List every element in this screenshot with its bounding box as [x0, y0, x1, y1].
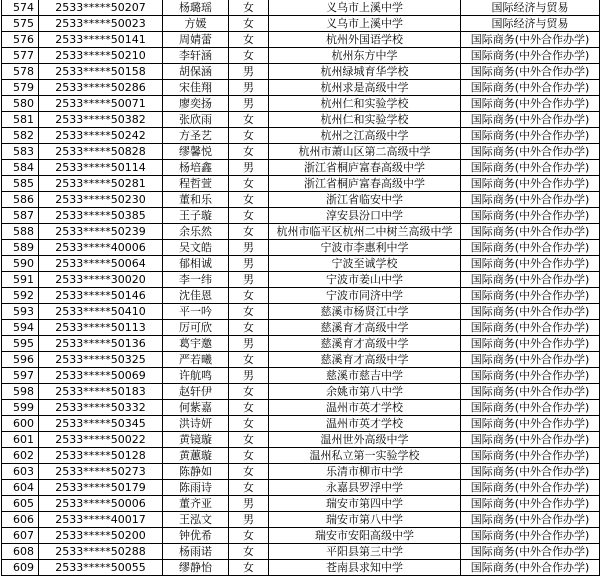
row-index-cell: 580	[2, 96, 39, 112]
student-name-cell: 缪馨悦	[163, 144, 229, 160]
major-name-cell: 国际商务(中外合作办学)	[461, 560, 600, 576]
gender-cell: 男	[229, 160, 269, 176]
exam-id-cell: 2533*****50207	[39, 0, 163, 16]
gender-cell: 女	[229, 560, 269, 576]
major-name-cell: 国际商务(中外合作办学)	[461, 400, 600, 416]
gender-cell: 男	[229, 80, 269, 96]
school-name-cell: 杭州市临平区杭州二中树兰高级中学	[269, 224, 461, 240]
exam-id-cell: 2533*****50114	[39, 160, 163, 176]
table-row	[2, 384, 600, 400]
school-name-cell: 杭州仁和实验学校	[269, 112, 461, 128]
row-index-cell: 597	[2, 368, 39, 384]
exam-id-cell: 2533*****50146	[39, 288, 163, 304]
exam-id-cell: 2533*****50113	[39, 320, 163, 336]
student-name-cell: 余乐然	[163, 224, 229, 240]
exam-id-cell: 2533*****50006	[39, 496, 163, 512]
major-name-cell: 国际商务(中外合作办学)	[461, 384, 600, 400]
student-name-cell: 方媛	[163, 16, 229, 32]
gender-cell: 女	[229, 208, 269, 224]
gender-cell: 男	[229, 272, 269, 288]
school-name-cell: 乐清市柳市中学	[269, 464, 461, 480]
major-name-cell: 国际商务(中外合作办学)	[461, 480, 600, 496]
row-index-cell: 604	[2, 480, 39, 496]
major-name-cell: 国际经济与贸易	[461, 0, 600, 16]
table-row	[2, 544, 600, 560]
exam-id-cell: 2533*****50128	[39, 448, 163, 464]
school-name-cell: 浙江省临安中学	[269, 192, 461, 208]
major-name-cell: 国际商务(中外合作办学)	[461, 48, 600, 64]
gender-cell: 男	[229, 64, 269, 80]
school-name-cell: 慈溪市慈吉中学	[269, 368, 461, 384]
student-name-cell: 廖奕扬	[163, 96, 229, 112]
student-name-cell: 周婧蕾	[163, 32, 229, 48]
school-name-cell: 温州世外高级中学	[269, 432, 461, 448]
gender-cell: 男	[229, 96, 269, 112]
row-index-cell: 575	[2, 16, 39, 32]
table-row	[2, 112, 600, 128]
gender-cell: 男	[229, 368, 269, 384]
student-name-cell: 陈静如	[163, 464, 229, 480]
table-row	[2, 144, 600, 160]
exam-id-cell: 2533*****50382	[39, 112, 163, 128]
admission-table	[1, 0, 600, 576]
student-name-cell: 宋佳翔	[163, 80, 229, 96]
student-name-cell: 陈雨诗	[163, 480, 229, 496]
row-index-cell: 587	[2, 208, 39, 224]
row-index-cell: 602	[2, 448, 39, 464]
exam-id-cell: 2533*****50286	[39, 80, 163, 96]
student-name-cell: 严若曦	[163, 352, 229, 368]
exam-id-cell: 2533*****50069	[39, 368, 163, 384]
school-name-cell: 平阳县第三中学	[269, 544, 461, 560]
student-name-cell: 洪诗妍	[163, 416, 229, 432]
school-name-cell: 杭州之江高级中学	[269, 128, 461, 144]
table-row	[2, 352, 600, 368]
row-index-cell: 605	[2, 496, 39, 512]
table-row	[2, 432, 600, 448]
school-name-cell: 温州私立第一实验学校	[269, 448, 461, 464]
gender-cell: 女	[229, 432, 269, 448]
school-name-cell: 宁波至诚学校	[269, 256, 461, 272]
gender-cell: 女	[229, 224, 269, 240]
gender-cell: 女	[229, 528, 269, 544]
major-name-cell: 国际商务(中外合作办学)	[461, 160, 600, 176]
school-name-cell: 温州市英才学校	[269, 416, 461, 432]
major-name-cell: 国际商务(中外合作办学)	[461, 304, 600, 320]
gender-cell: 男	[229, 496, 269, 512]
student-name-cell: 董齐亚	[163, 496, 229, 512]
student-name-cell: 程哲萱	[163, 176, 229, 192]
table-row	[2, 416, 600, 432]
exam-id-cell: 2533*****50055	[39, 560, 163, 576]
school-name-cell: 宁波市姜山中学	[269, 272, 461, 288]
exam-id-cell: 2533*****50200	[39, 528, 163, 544]
table-row	[2, 400, 600, 416]
gender-cell: 女	[229, 32, 269, 48]
exam-id-cell: 2533*****50273	[39, 464, 163, 480]
exam-id-cell: 2533*****50183	[39, 384, 163, 400]
gender-cell: 女	[229, 0, 269, 16]
major-name-cell: 国际商务(中外合作办学)	[461, 224, 600, 240]
major-name-cell: 国际商务(中外合作办学)	[461, 544, 600, 560]
table-row	[2, 512, 600, 528]
row-index-cell: 598	[2, 384, 39, 400]
major-name-cell: 国际商务(中外合作办学)	[461, 112, 600, 128]
exam-id-cell: 2533*****50141	[39, 32, 163, 48]
exam-id-cell: 2533*****50281	[39, 176, 163, 192]
row-index-cell: 599	[2, 400, 39, 416]
table-row	[2, 240, 600, 256]
table-row	[2, 32, 600, 48]
school-name-cell: 浙江省桐庐富春高级中学	[269, 176, 461, 192]
major-name-cell: 国际商务(中外合作办学)	[461, 448, 600, 464]
school-name-cell: 杭州绿城育华学校	[269, 64, 461, 80]
school-name-cell: 瑞安市第八中学	[269, 512, 461, 528]
table-row	[2, 176, 600, 192]
exam-id-cell: 2533*****50136	[39, 336, 163, 352]
table-row	[2, 224, 600, 240]
gender-cell: 女	[229, 448, 269, 464]
table-row	[2, 288, 600, 304]
gender-cell: 女	[229, 480, 269, 496]
school-name-cell: 慈溪市杨贤江中学	[269, 304, 461, 320]
major-name-cell: 国际商务(中外合作办学)	[461, 512, 600, 528]
student-name-cell: 李一纬	[163, 272, 229, 288]
row-index-cell: 609	[2, 560, 39, 576]
exam-id-cell: 2533*****50230	[39, 192, 163, 208]
gender-cell: 女	[229, 112, 269, 128]
gender-cell: 女	[229, 288, 269, 304]
major-name-cell: 国际商务(中外合作办学)	[461, 432, 600, 448]
row-index-cell: 589	[2, 240, 39, 256]
major-name-cell: 国际商务(中外合作办学)	[461, 336, 600, 352]
row-index-cell: 584	[2, 160, 39, 176]
school-name-cell: 宁波市同济中学	[269, 288, 461, 304]
school-name-cell: 瑞安市安阳高级中学	[269, 528, 461, 544]
student-name-cell: 杨璐瑶	[163, 0, 229, 16]
school-name-cell: 瑞安市第四中学	[269, 496, 461, 512]
row-index-cell: 586	[2, 192, 39, 208]
school-name-cell: 苍南县求知中学	[269, 560, 461, 576]
table-row	[2, 208, 600, 224]
gender-cell: 男	[229, 256, 269, 272]
row-index-cell: 600	[2, 416, 39, 432]
table-row	[2, 320, 600, 336]
row-index-cell: 592	[2, 288, 39, 304]
student-name-cell: 王泓文	[163, 512, 229, 528]
student-name-cell: 赵轩伊	[163, 384, 229, 400]
gender-cell: 女	[229, 384, 269, 400]
exam-id-cell: 2533*****50410	[39, 304, 163, 320]
exam-id-cell: 2533*****50242	[39, 128, 163, 144]
student-name-cell: 黄镜璇	[163, 432, 229, 448]
table-row	[2, 64, 600, 80]
student-name-cell: 郁相诚	[163, 256, 229, 272]
table-row	[2, 496, 600, 512]
major-name-cell: 国际商务(中外合作办学)	[461, 192, 600, 208]
gender-cell: 女	[229, 544, 269, 560]
student-name-cell: 杨雨诺	[163, 544, 229, 560]
table-row	[2, 0, 600, 16]
major-name-cell: 国际经济与贸易	[461, 16, 600, 32]
gender-cell: 女	[229, 144, 269, 160]
exam-id-cell: 2533*****50288	[39, 544, 163, 560]
gender-cell: 男	[229, 336, 269, 352]
exam-id-cell: 2533*****50210	[39, 48, 163, 64]
major-name-cell: 国际商务(中外合作办学)	[461, 64, 600, 80]
student-name-cell: 张欣雨	[163, 112, 229, 128]
table-body	[2, 0, 600, 576]
major-name-cell: 国际商务(中外合作办学)	[461, 496, 600, 512]
exam-id-cell: 2533*****50158	[39, 64, 163, 80]
school-name-cell: 余姚市第八中学	[269, 384, 461, 400]
school-name-cell: 杭州东方中学	[269, 48, 461, 64]
student-name-cell: 方圣艺	[163, 128, 229, 144]
exam-id-cell: 2533*****50023	[39, 16, 163, 32]
table-row	[2, 448, 600, 464]
school-name-cell: 杭州外国语学校	[269, 32, 461, 48]
exam-id-cell: 2533*****50325	[39, 352, 163, 368]
row-index-cell: 590	[2, 256, 39, 272]
major-name-cell: 国际商务(中外合作办学)	[461, 288, 600, 304]
school-name-cell: 浙江省桐庐富春高级中学	[269, 160, 461, 176]
table-row	[2, 464, 600, 480]
school-name-cell: 宁波市李惠利中学	[269, 240, 461, 256]
major-name-cell: 国际商务(中外合作办学)	[461, 128, 600, 144]
major-name-cell: 国际商务(中外合作办学)	[461, 256, 600, 272]
gender-cell: 女	[229, 192, 269, 208]
exam-id-cell: 2533*****50179	[39, 480, 163, 496]
exam-id-cell: 2533*****50022	[39, 432, 163, 448]
row-index-cell: 574	[2, 0, 39, 16]
gender-cell: 女	[229, 416, 269, 432]
row-index-cell: 585	[2, 176, 39, 192]
row-index-cell: 579	[2, 80, 39, 96]
row-index-cell: 591	[2, 272, 39, 288]
major-name-cell: 国际商务(中外合作办学)	[461, 320, 600, 336]
table-row	[2, 160, 600, 176]
table-row	[2, 80, 600, 96]
school-name-cell: 杭州市萧山区第二高级中学	[269, 144, 461, 160]
gender-cell: 女	[229, 176, 269, 192]
gender-cell: 女	[229, 128, 269, 144]
student-name-cell: 平一吟	[163, 304, 229, 320]
row-index-cell: 608	[2, 544, 39, 560]
table-row	[2, 304, 600, 320]
table-row	[2, 256, 600, 272]
student-name-cell: 李轩涵	[163, 48, 229, 64]
student-name-cell: 黄蕙璇	[163, 448, 229, 464]
table-row	[2, 336, 600, 352]
major-name-cell: 国际商务(中外合作办学)	[461, 80, 600, 96]
gender-cell: 女	[229, 320, 269, 336]
major-name-cell: 国际商务(中外合作办学)	[461, 208, 600, 224]
exam-id-cell: 2533*****50064	[39, 256, 163, 272]
row-index-cell: 607	[2, 528, 39, 544]
major-name-cell: 国际商务(中外合作办学)	[461, 528, 600, 544]
exam-id-cell: 2533*****50345	[39, 416, 163, 432]
gender-cell: 男	[229, 512, 269, 528]
table-row	[2, 528, 600, 544]
major-name-cell: 国际商务(中外合作办学)	[461, 32, 600, 48]
exam-id-cell: 2533*****40006	[39, 240, 163, 256]
gender-cell: 女	[229, 16, 269, 32]
row-index-cell: 594	[2, 320, 39, 336]
exam-id-cell: 2533*****50071	[39, 96, 163, 112]
gender-cell: 女	[229, 352, 269, 368]
student-name-cell: 厉可欣	[163, 320, 229, 336]
student-name-cell: 董和乐	[163, 192, 229, 208]
major-name-cell: 国际商务(中外合作办学)	[461, 96, 600, 112]
school-name-cell: 义乌市上溪中学	[269, 16, 461, 32]
table-row	[2, 272, 600, 288]
major-name-cell: 国际商务(中外合作办学)	[461, 144, 600, 160]
exam-id-cell: 2533*****50385	[39, 208, 163, 224]
exam-id-cell: 2533*****50239	[39, 224, 163, 240]
row-index-cell: 596	[2, 352, 39, 368]
row-index-cell: 606	[2, 512, 39, 528]
school-name-cell: 温州市英才学校	[269, 400, 461, 416]
school-name-cell: 慈溪育才高级中学	[269, 352, 461, 368]
gender-cell: 女	[229, 304, 269, 320]
major-name-cell: 国际商务(中外合作办学)	[461, 240, 600, 256]
gender-cell: 女	[229, 400, 269, 416]
student-name-cell: 葛宇邀	[163, 336, 229, 352]
major-name-cell: 国际商务(中外合作办学)	[461, 368, 600, 384]
student-name-cell: 杨培鑫	[163, 160, 229, 176]
exam-id-cell: 2533*****50332	[39, 400, 163, 416]
school-name-cell: 永嘉县罗浮中学	[269, 480, 461, 496]
exam-id-cell: 2533*****50828	[39, 144, 163, 160]
student-name-cell: 钟优希	[163, 528, 229, 544]
school-name-cell: 杭州仁和实验学校	[269, 96, 461, 112]
gender-cell: 女	[229, 464, 269, 480]
major-name-cell: 国际商务(中外合作办学)	[461, 464, 600, 480]
table-row	[2, 96, 600, 112]
exam-id-cell: 2533*****30020	[39, 272, 163, 288]
row-index-cell: 603	[2, 464, 39, 480]
school-name-cell: 淳安县汾口中学	[269, 208, 461, 224]
student-name-cell: 许航鸣	[163, 368, 229, 384]
major-name-cell: 国际商务(中外合作办学)	[461, 272, 600, 288]
table-row	[2, 128, 600, 144]
row-index-cell: 595	[2, 336, 39, 352]
major-name-cell: 国际商务(中外合作办学)	[461, 352, 600, 368]
school-name-cell: 杭州求是高级中学	[269, 80, 461, 96]
row-index-cell: 588	[2, 224, 39, 240]
row-index-cell: 583	[2, 144, 39, 160]
student-name-cell: 王子璇	[163, 208, 229, 224]
table-row	[2, 16, 600, 32]
table-row	[2, 480, 600, 496]
exam-id-cell: 2533*****40017	[39, 512, 163, 528]
student-name-cell: 缪静怡	[163, 560, 229, 576]
table-row	[2, 560, 600, 576]
row-index-cell: 576	[2, 32, 39, 48]
row-index-cell: 582	[2, 128, 39, 144]
table-row	[2, 368, 600, 384]
gender-cell: 男	[229, 240, 269, 256]
major-name-cell: 国际商务(中外合作办学)	[461, 416, 600, 432]
table-row	[2, 192, 600, 208]
school-name-cell: 慈溪育才高级中学	[269, 336, 461, 352]
gender-cell: 女	[229, 48, 269, 64]
major-name-cell: 国际商务(中外合作办学)	[461, 176, 600, 192]
student-name-cell: 沈佳恩	[163, 288, 229, 304]
row-index-cell: 578	[2, 64, 39, 80]
row-index-cell: 601	[2, 432, 39, 448]
school-name-cell: 慈溪育才高级中学	[269, 320, 461, 336]
table-row	[2, 48, 600, 64]
row-index-cell: 581	[2, 112, 39, 128]
school-name-cell: 义乌市上溪中学	[269, 0, 461, 16]
row-index-cell: 593	[2, 304, 39, 320]
student-name-cell: 吴文皓	[163, 240, 229, 256]
student-name-cell: 胡保涵	[163, 64, 229, 80]
row-index-cell: 577	[2, 48, 39, 64]
student-name-cell: 何紫嘉	[163, 400, 229, 416]
